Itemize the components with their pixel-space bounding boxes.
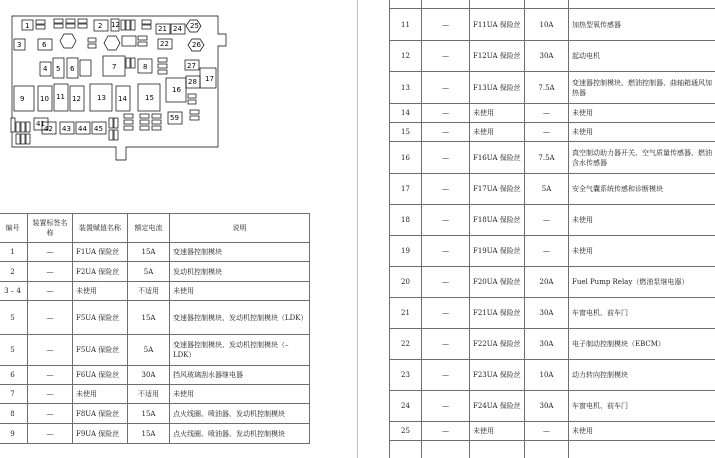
cell-device-label: — bbox=[28, 282, 73, 301]
cell-device-label: — bbox=[422, 298, 470, 329]
table-row bbox=[390, 267, 715, 298]
cell-device-label: — bbox=[422, 41, 470, 72]
cell-device-assignment: F6UA 保险丝 bbox=[73, 366, 128, 385]
cell-device-label: — bbox=[422, 422, 470, 441]
table-row bbox=[390, 360, 715, 391]
cell-device-label: — bbox=[422, 205, 470, 236]
cell-device-label: — bbox=[422, 72, 470, 104]
table-row bbox=[0, 335, 310, 366]
page-divider bbox=[357, 0, 358, 458]
table-row bbox=[0, 385, 310, 404]
cell-device-assignment: F21UA 保险丝 bbox=[470, 298, 525, 329]
cell-description: 未使用 bbox=[170, 385, 310, 404]
cell-device-assignment: 未使用 bbox=[470, 123, 525, 142]
cell-device-assignment: F16UA 保险丝 bbox=[470, 142, 525, 174]
cell-device-label: — bbox=[422, 142, 470, 174]
cell-rated-current: 15A bbox=[128, 424, 170, 444]
table-row bbox=[390, 391, 715, 422]
cell-description: 未使用 bbox=[569, 104, 715, 123]
cell-device-label: — bbox=[28, 404, 73, 424]
cell-device-label: — bbox=[422, 174, 470, 205]
cell-rated-current: 30A bbox=[525, 329, 569, 360]
cell-number: 1 bbox=[0, 243, 28, 262]
fuse-label: 42 bbox=[44, 125, 53, 133]
cell-device-assignment: F18UA 保险丝 bbox=[470, 205, 525, 236]
table-row bbox=[0, 262, 310, 282]
cell-rated-current: 30A bbox=[525, 298, 569, 329]
cell-rated-current: 30A bbox=[525, 41, 569, 72]
fuse-label: 27 bbox=[187, 62, 196, 70]
table-row bbox=[390, 298, 715, 329]
cell-number: 13 bbox=[390, 72, 422, 104]
table-row bbox=[390, 41, 715, 72]
cell-description: 起动电机 bbox=[569, 41, 715, 72]
cell-device-label: — bbox=[28, 243, 73, 262]
fuse-label: 45 bbox=[94, 125, 103, 133]
cell-rated-current: 5A bbox=[525, 174, 569, 205]
cell-rated-current: 5A bbox=[128, 335, 170, 366]
cell-rated-current: 7.5A bbox=[525, 72, 569, 104]
fuse-table-right bbox=[389, 0, 715, 458]
cell-device-assignment: F8UA 保险丝 bbox=[73, 404, 128, 424]
cell-description: 未使用 bbox=[569, 422, 715, 441]
cell-number: 3 – 4 bbox=[0, 282, 28, 301]
table-row bbox=[390, 205, 715, 236]
cell-description: 加热型氧传感器 bbox=[569, 9, 715, 41]
cell-number: 24 bbox=[390, 391, 422, 422]
table-row bbox=[390, 329, 715, 360]
cell-description: 动力转向控制模块 bbox=[569, 360, 715, 391]
cell-device-label: — bbox=[28, 301, 73, 335]
cell-number: 7 bbox=[0, 385, 28, 404]
cell-number: 20 bbox=[390, 267, 422, 298]
cell-rated-current: 10A bbox=[525, 360, 569, 391]
header-description: 说明 bbox=[170, 214, 310, 243]
table-row bbox=[390, 441, 715, 458]
fuse-label: 43 bbox=[62, 125, 71, 133]
header-number: 编号 bbox=[0, 214, 28, 243]
cell-device-assignment: F12UA 保险丝 bbox=[470, 41, 525, 72]
table-row bbox=[390, 104, 715, 123]
fuse-label: 6 bbox=[42, 41, 47, 49]
cell-rated-current: 20A bbox=[525, 267, 569, 298]
fuse-table-left bbox=[0, 213, 310, 444]
fuse-label: 7 bbox=[112, 63, 117, 71]
fuse-label: 9 bbox=[20, 95, 25, 103]
cell-rated-current: 10A bbox=[525, 9, 569, 41]
fuse-label: 12 bbox=[72, 95, 81, 103]
table-row bbox=[0, 243, 310, 262]
cell-description: 变速器控制模块、燃油控制器、曲轴箱通风加热器 bbox=[569, 72, 715, 104]
fuse-label: 5 bbox=[56, 65, 61, 73]
cell-rated-current: — bbox=[525, 236, 569, 267]
fuse-label: 13 bbox=[97, 94, 106, 102]
fuse-label: 22 bbox=[160, 40, 169, 48]
cell-description: 电子制动控制模块（EBCM） bbox=[569, 329, 715, 360]
cell-device-assignment: F23UA 保险丝 bbox=[470, 360, 525, 391]
cell-description: 车窗电机、前车门 bbox=[569, 391, 715, 422]
cell-description: 未使用 bbox=[569, 205, 715, 236]
table-row bbox=[390, 422, 715, 441]
cell-device-label: — bbox=[28, 262, 73, 282]
table-row bbox=[0, 366, 310, 385]
table-row bbox=[0, 282, 310, 301]
cell-device-label: — bbox=[422, 123, 470, 142]
fuse-label: 26 bbox=[192, 41, 201, 49]
cell-number: 12 bbox=[390, 41, 422, 72]
cell-description: 发动机控制模块 bbox=[170, 262, 310, 282]
cell-number: 2 bbox=[0, 262, 28, 282]
cell-rated-current: — bbox=[525, 104, 569, 123]
fuse-label: 3 bbox=[17, 41, 22, 49]
fuse-box-diagram bbox=[8, 14, 234, 162]
cell-number: 15 bbox=[390, 123, 422, 142]
cell-rated-current: 15A bbox=[128, 243, 170, 262]
cell-description: 未使用 bbox=[569, 123, 715, 142]
cell-number: 9 bbox=[0, 424, 28, 444]
cell-device-assignment: 未使用 bbox=[73, 282, 128, 301]
cell-device-label: — bbox=[28, 424, 73, 444]
fuse-label: 25 bbox=[190, 22, 199, 30]
table-row bbox=[0, 404, 310, 424]
table-header-row bbox=[0, 214, 310, 243]
cell-device-label: — bbox=[422, 104, 470, 123]
cell-device-label: — bbox=[28, 385, 73, 404]
fuse-label: 17 bbox=[205, 75, 214, 83]
cell-device-label: — bbox=[28, 335, 73, 366]
cell-device-label: — bbox=[422, 360, 470, 391]
fuse-label: 24 bbox=[173, 25, 182, 33]
cell-device-label: — bbox=[422, 329, 470, 360]
fuse-label: 6 bbox=[70, 65, 75, 73]
cell-description: 真空制动助力器开关、空气质量传感器、燃油含水传感器 bbox=[569, 142, 715, 174]
fuse-label: 21 bbox=[158, 25, 167, 33]
cell-device-assignment: F13UA 保险丝 bbox=[470, 72, 525, 104]
cell-number: 18 bbox=[390, 205, 422, 236]
cell-number: 21 bbox=[390, 298, 422, 329]
cell-device-assignment: F11UA 保险丝 bbox=[470, 9, 525, 41]
cell-description: 变速器控制模块、发动机控制模块（LDK） bbox=[170, 301, 310, 335]
cell-device-assignment: F19UA 保险丝 bbox=[470, 236, 525, 267]
fuse-label: 10 bbox=[40, 95, 49, 103]
cell-device-assignment: F2UA 保险丝 bbox=[73, 262, 128, 282]
table-row bbox=[390, 72, 715, 104]
cell-device-assignment: 未使用 bbox=[470, 104, 525, 123]
fuse-label: 44 bbox=[78, 125, 87, 133]
cell-rated-current: — bbox=[525, 205, 569, 236]
cell-rated-current: — bbox=[525, 123, 569, 142]
cell-rated-current: — bbox=[525, 422, 569, 441]
fuse-label: 2 bbox=[98, 22, 103, 30]
fuse-label: 4 bbox=[43, 65, 48, 73]
cell-device-assignment: F1UA 保险丝 bbox=[73, 243, 128, 262]
cell-rated-current: 30A bbox=[128, 366, 170, 385]
cell-description: 点火线圈、喷油器、发动机控制模块 bbox=[170, 404, 310, 424]
cell-description: 变速器控制模块 bbox=[170, 243, 310, 262]
cell-rated-current: 30A bbox=[525, 391, 569, 422]
cell-device-label: — bbox=[422, 391, 470, 422]
header-device-label: 装置标签名称 bbox=[28, 214, 73, 243]
cell-number: 23 bbox=[390, 360, 422, 391]
cell-number: 25 bbox=[390, 422, 422, 441]
cell-description: Fuel Pump Relay（燃油泵继电器） bbox=[569, 267, 715, 298]
cell-description: 点火线圈、喷油器、发动机控制模块 bbox=[170, 424, 310, 444]
cell-device-assignment: F24UA 保险丝 bbox=[470, 391, 525, 422]
fuse-label: 16 bbox=[172, 86, 181, 94]
cell-description: 挡风玻璃刮水器继电器 bbox=[170, 366, 310, 385]
cell-description: 未使用 bbox=[170, 282, 310, 301]
cell-description: 变速器控制模块、发动机控制模块（–LDK） bbox=[170, 335, 310, 366]
cell-rated-current: 15A bbox=[128, 404, 170, 424]
cell-number: 11 bbox=[390, 9, 422, 41]
cell-number: 6 bbox=[0, 366, 28, 385]
cell-description: 安全气囊系统传感和诊断模块 bbox=[569, 174, 715, 205]
cell-number: 16 bbox=[390, 142, 422, 174]
cell-number: 22 bbox=[390, 329, 422, 360]
cell-device-label: — bbox=[422, 267, 470, 298]
header-device-assignment: 装置赋值名称 bbox=[73, 214, 128, 243]
table-row bbox=[390, 9, 715, 41]
table-row bbox=[390, 0, 715, 9]
cell-device-assignment: F5UA 保险丝 bbox=[73, 335, 128, 366]
fuse-label: 11 bbox=[56, 93, 65, 101]
table-row bbox=[0, 301, 310, 335]
cell-device-assignment: 未使用 bbox=[73, 385, 128, 404]
table-row bbox=[390, 123, 715, 142]
cell-device-assignment: 未使用 bbox=[470, 422, 525, 441]
fuse-label: 28 bbox=[188, 78, 197, 86]
table-row bbox=[390, 236, 715, 267]
table-row bbox=[390, 142, 715, 174]
cell-number: 5 bbox=[0, 301, 28, 335]
fuse-label: 8 bbox=[143, 63, 148, 71]
cell-number: 8 bbox=[0, 404, 28, 424]
cell-rated-current: 7.5A bbox=[525, 142, 569, 174]
cell-number: 14 bbox=[390, 104, 422, 123]
fuse-label: 1 bbox=[25, 22, 30, 30]
cell-rated-current: 5A bbox=[128, 262, 170, 282]
cell-rated-current: 不适用 bbox=[128, 282, 170, 301]
fuse-label: 41 bbox=[36, 120, 45, 128]
cell-description: 未使用 bbox=[569, 236, 715, 267]
cell-device-label: — bbox=[422, 9, 470, 41]
table-row bbox=[0, 424, 310, 444]
fuse-label: 15 bbox=[145, 94, 154, 102]
header-rated-current: 额定电流 bbox=[128, 214, 170, 243]
fuse-label: 59 bbox=[170, 114, 179, 122]
cell-number: 19 bbox=[390, 236, 422, 267]
cell-rated-current: 不适用 bbox=[128, 385, 170, 404]
cell-device-label: — bbox=[422, 236, 470, 267]
cell-device-label: — bbox=[28, 366, 73, 385]
cell-description: 车窗电机、前车门 bbox=[569, 298, 715, 329]
cell-rated-current: 15A bbox=[128, 301, 170, 335]
cell-device-assignment: F22UA 保险丝 bbox=[470, 329, 525, 360]
table-row bbox=[390, 174, 715, 205]
cell-device-assignment: F9UA 保险丝 bbox=[73, 424, 128, 444]
cell-device-assignment: F5UA 保险丝 bbox=[73, 301, 128, 335]
cell-device-assignment: F20UA 保险丝 bbox=[470, 267, 525, 298]
cell-device-assignment: F17UA 保险丝 bbox=[470, 174, 525, 205]
fuse-label: 14 bbox=[118, 95, 127, 103]
cell-number: 5 bbox=[0, 335, 28, 366]
cell-number: 17 bbox=[390, 174, 422, 205]
fuse-label: 12 bbox=[111, 21, 120, 29]
